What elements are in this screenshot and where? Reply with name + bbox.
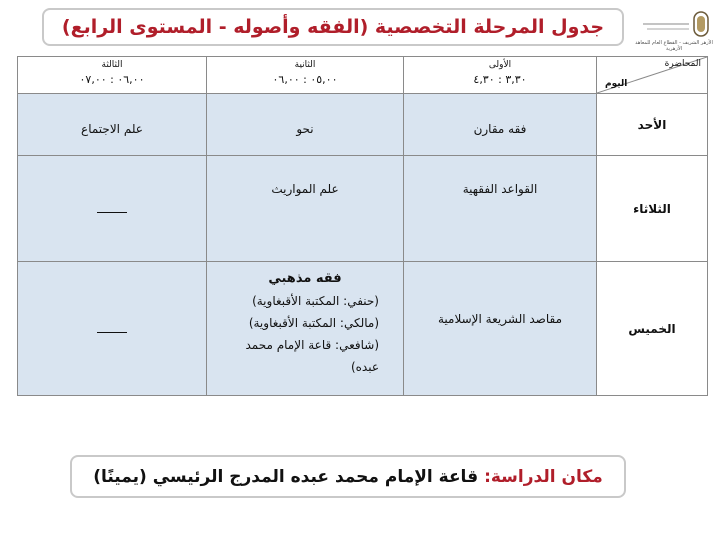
course-cell: علم الاجتماع <box>18 94 207 156</box>
empty-course-cell <box>18 156 207 262</box>
course-cell: مقاصد الشريعة الإسلامية <box>404 262 597 396</box>
course-cell: القواعد الفقهية <box>404 156 597 262</box>
madhab-line: عبده) <box>350 360 379 374</box>
period-header-2 <box>207 57 404 94</box>
table-row-thursday <box>18 262 708 396</box>
period-name: الثالثة <box>101 60 123 70</box>
table-header-row <box>18 57 708 94</box>
course-cell: علم المواريث <box>207 156 404 262</box>
study-location <box>70 455 626 498</box>
course-cell: فقه مقارن <box>404 94 597 156</box>
period-time: ٠٦,٠٠ : ٠٧,٠٠ <box>79 73 145 86</box>
period-header-1 <box>404 57 597 94</box>
page-title <box>42 8 624 46</box>
azhar-emblem-icon <box>633 10 715 40</box>
location-label: مكان الدراسة: <box>484 466 603 487</box>
madhab-line: (حنفي: المكتبة الأقبغاوية) <box>252 294 379 308</box>
madhab-course-cell <box>207 262 404 396</box>
schedule-table <box>17 56 708 396</box>
madhab-line: (شافعي: قاعة الإمام محمد <box>245 338 379 352</box>
empty-dash <box>97 212 127 213</box>
page-title-text: جدول المرحلة التخصصية (الفقه وأصوله - المستوى الرابع) <box>61 16 605 38</box>
empty-course-cell <box>18 262 207 396</box>
logo-caption: الأزهر الشريف - القطاع العام للمعاهد الأزهرية <box>635 40 713 52</box>
madhab-line: (مالكي: المكتبة الأقبغاوية) <box>248 316 379 330</box>
day-cell: الأحد <box>597 94 708 156</box>
corner-cell <box>597 57 708 94</box>
lecture-label: المحاضرة <box>664 59 701 69</box>
period-name: الثانية <box>294 60 316 70</box>
period-time: ٠٥,٠٠ : ٠٦,٠٠ <box>272 73 338 86</box>
azhar-logo <box>633 10 715 52</box>
day-cell: الثلاثاء <box>597 156 708 262</box>
table-row-sunday <box>18 94 708 156</box>
period-name: الأولى <box>488 60 512 70</box>
table-row-tuesday <box>18 156 708 262</box>
period-time: ٣,٣٠ : ٤,٣٠ <box>473 73 527 86</box>
empty-dash <box>97 332 127 333</box>
course-cell: نحو <box>207 94 404 156</box>
period-header-3 <box>18 57 207 94</box>
day-cell: الخميس <box>597 262 708 396</box>
madhab-title: فقه مذهبي <box>268 271 342 286</box>
day-label: اليوم <box>605 79 628 89</box>
location-value: قاعة الإمام محمد عبده المدرج الرئيسي (يمينًا) <box>93 466 479 487</box>
